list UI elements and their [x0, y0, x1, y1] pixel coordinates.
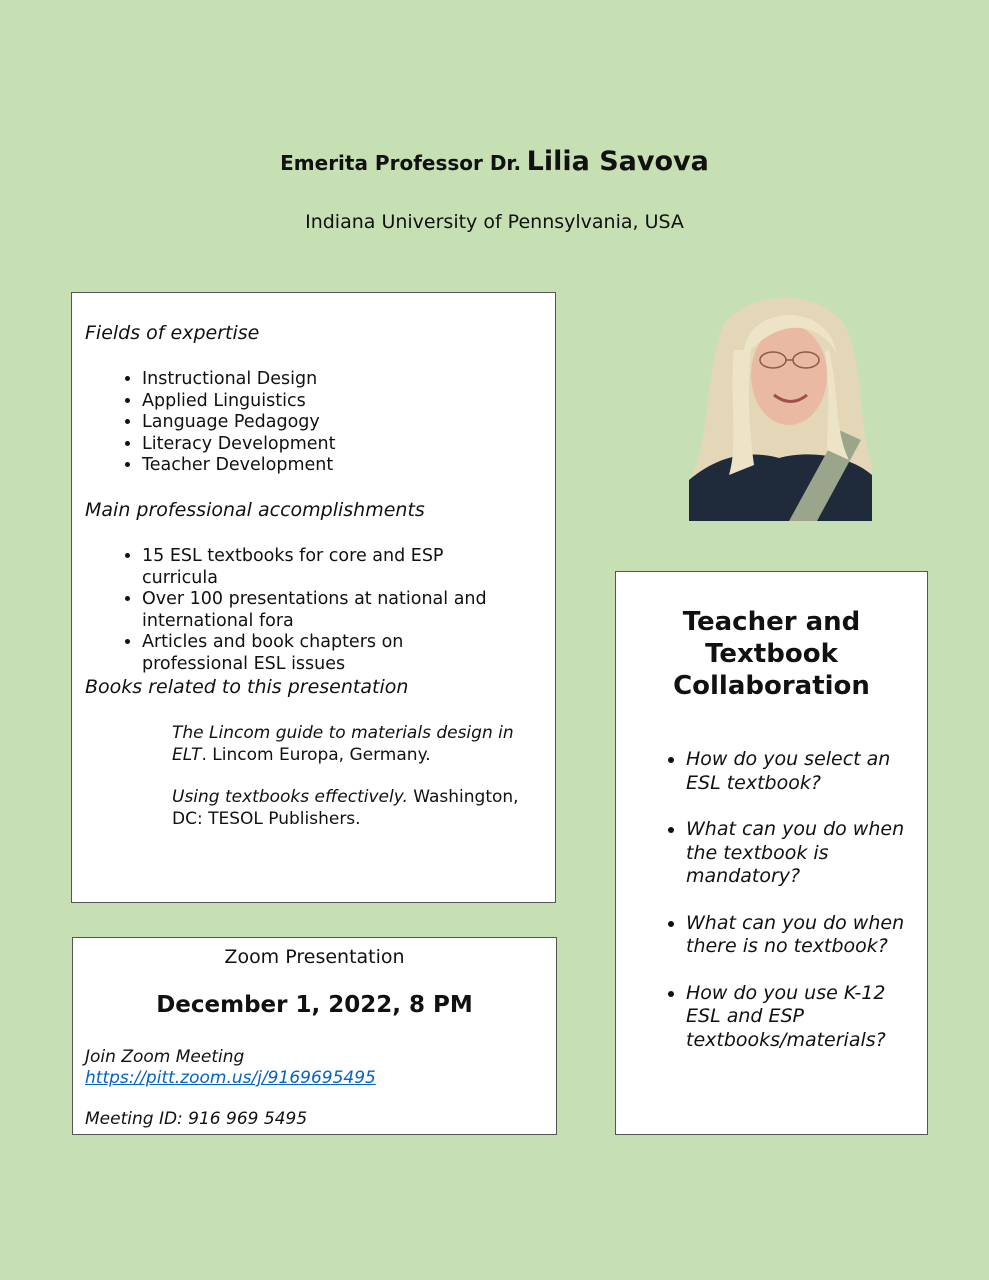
portrait-icon [689, 280, 872, 521]
book-entry-1 [172, 723, 542, 766]
book-entry-2 [172, 787, 547, 830]
list-item: • How do you use K-12 ESL and ESP textbooks/materials? [686, 982, 916, 1053]
zoom-label: Zoom Presentation [224, 946, 405, 968]
zoom-box [72, 937, 557, 1135]
fields-heading: Fields of expertise [85, 322, 260, 344]
speaker-name: Lilia Savova [526, 146, 709, 177]
list-item: • Articles and book chapters on professional ESL issues [142, 632, 512, 675]
book-publisher: Washington, DC: TESOL Publishers. [172, 787, 519, 829]
presentation-date: December 1, 2022, 8 PM [156, 992, 473, 1018]
list-item: • What can you do when there is no textbook? [686, 912, 916, 959]
zoom-meeting-link[interactable]: https://pitt.zoom.us/j/9169695495 [85, 1068, 376, 1088]
accomplishments-list [112, 546, 512, 676]
portrait-photo [689, 280, 872, 521]
list-item: • Literacy Development [142, 434, 336, 456]
list-item: • How do you select an ESL textbook? [686, 748, 916, 795]
books-heading: Books related to this presentation [85, 676, 409, 698]
topic-title: Teacher and Textbook Collaboration [673, 607, 870, 701]
affiliation: Indiana University of Pennsylvania, USA [305, 211, 684, 233]
join-zoom-text: Join Zoom Meeting [85, 1047, 245, 1067]
list-item: • 15 ESL textbooks for core and ESP curricula [142, 546, 512, 589]
list-item: • Instructional Design [142, 369, 336, 391]
page-title [0, 146, 989, 177]
fields-list [112, 369, 336, 477]
topic-box [615, 571, 928, 1135]
list-item: • What can you do when the textbook is mandatory? [686, 818, 916, 889]
list-item: • Language Pedagogy [142, 412, 336, 434]
questions-list [656, 748, 916, 1075]
list-item: • Teacher Development [142, 455, 336, 477]
book-title: The Lincom guide to materials design in ELT [172, 723, 514, 765]
list-item: • Applied Linguistics [142, 391, 336, 413]
meeting-id: Meeting ID: 916 969 5495 [85, 1109, 308, 1129]
list-item: • Over 100 presentations at national and international fora [142, 589, 512, 632]
expertise-box [71, 292, 556, 903]
title-prefix: Emerita Professor Dr. [280, 151, 522, 175]
book-publisher: . Lincom Europa, Germany. [201, 744, 431, 765]
book-title: Using textbooks effectively. [172, 787, 408, 807]
accomplishments-heading: Main professional accomplishments [85, 499, 425, 521]
